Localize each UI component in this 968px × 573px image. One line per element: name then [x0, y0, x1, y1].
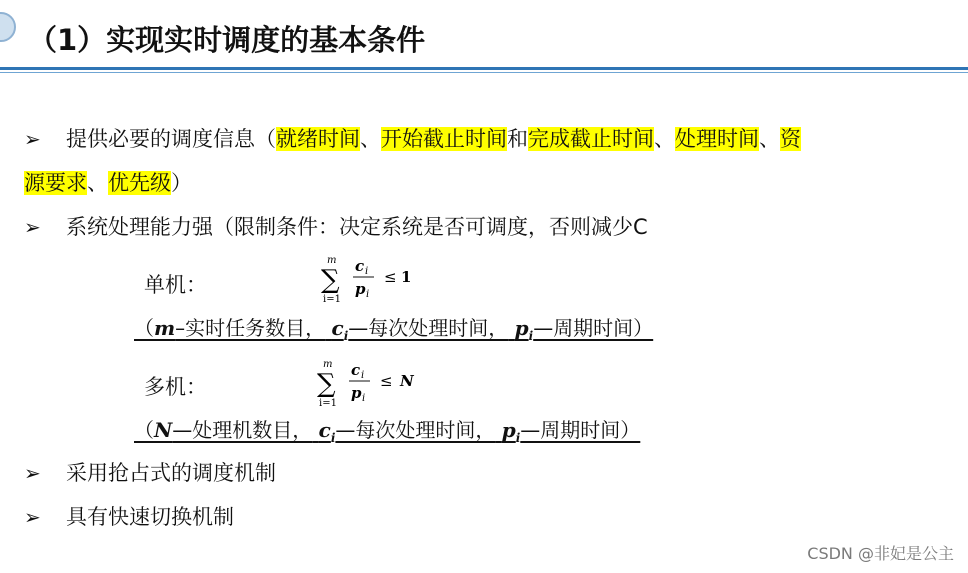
bullet-arrow-icon: ➢	[24, 127, 41, 151]
multi-processor-label: 多机：	[144, 375, 207, 399]
var-p: $p_i$	[501, 418, 521, 445]
single-processor-label: 单机：	[144, 273, 207, 297]
bound: 1	[401, 268, 412, 286]
bullet-arrow-icon: ➢	[24, 505, 41, 529]
highlight-finish-deadline: 完成截止时间	[528, 127, 654, 151]
text-run: 、	[759, 127, 780, 151]
text-run: —周期时间）	[520, 418, 641, 442]
numerator: c	[355, 257, 365, 275]
text-run: 提供必要的调度信息（	[66, 127, 276, 151]
sum-lower: i=1	[323, 294, 341, 305]
highlight-start-deadline: 开始截止时间	[381, 127, 507, 151]
var-n: N	[154, 418, 173, 442]
title-divider-thin	[0, 72, 968, 73]
bound: N	[400, 372, 414, 390]
multi-processor-note	[134, 416, 640, 452]
bullet-item-1-line-1	[66, 124, 801, 154]
sum-lower: i=1	[319, 398, 337, 409]
denominator-sub: i	[366, 289, 370, 300]
title-divider	[0, 67, 968, 70]
var-c: $c_i$	[318, 418, 336, 445]
bullet-item-3: 采用抢占式的调度机制	[66, 461, 276, 485]
single-processor-formula	[318, 252, 428, 308]
highlight-priority: 优先级	[108, 171, 171, 195]
denominator-sub: i	[362, 393, 366, 404]
text-run: —周期时间）	[533, 316, 654, 340]
bullet-arrow-icon: ➢	[24, 461, 41, 485]
highlight-processing-time: 处理时间	[675, 127, 759, 151]
slide-title: （1）实现实时调度的基本条件	[28, 23, 426, 57]
leq-sign: ≤	[380, 372, 393, 390]
single-processor-note	[134, 314, 653, 350]
denominator: p	[351, 384, 362, 402]
text-run: （	[134, 316, 154, 340]
multi-processor-formula	[314, 356, 434, 412]
text-run: 、	[654, 127, 675, 151]
text-run: 、	[360, 127, 381, 151]
text-run: –实时任务数目，	[175, 316, 326, 340]
highlight-resource-part: 资	[780, 127, 801, 151]
bullet-item-2: 系统处理能力强（限制条件：决定系统是否可调度，否则减少C	[66, 215, 648, 239]
var-m: m	[154, 316, 176, 340]
denominator: p	[355, 280, 366, 298]
bullet-arrow-icon: ➢	[24, 215, 41, 239]
watermark: CSDN @非妃是公主	[807, 544, 954, 563]
text-run: ）	[171, 171, 192, 195]
sum-sign: ∑	[317, 369, 336, 399]
numerator-sub: i	[365, 266, 369, 277]
bullet-item-1-line-2	[24, 168, 192, 198]
numerator-sub: i	[361, 370, 365, 381]
var-c: $c_i$	[331, 316, 349, 343]
text-run: —处理机数目，	[172, 418, 313, 442]
numerator: c	[351, 361, 361, 379]
sum-upper: m	[327, 255, 337, 266]
sum-sign: ∑	[321, 265, 340, 295]
highlight-resource-requirement: 源要求	[24, 171, 87, 195]
text-run: （	[134, 418, 154, 442]
highlight-ready-time: 就绪时间	[276, 127, 360, 151]
text-run: —每次处理时间，	[348, 316, 509, 340]
var-p: $p_i$	[514, 316, 534, 343]
text-run: 和	[507, 127, 528, 151]
sum-upper: m	[323, 359, 333, 370]
text-run: 、	[87, 171, 108, 195]
bullet-item-4: 具有快速切换机制	[66, 505, 234, 529]
leq-sign: ≤	[384, 268, 397, 286]
text-run: —每次处理时间，	[335, 418, 496, 442]
university-logo	[0, 12, 16, 42]
